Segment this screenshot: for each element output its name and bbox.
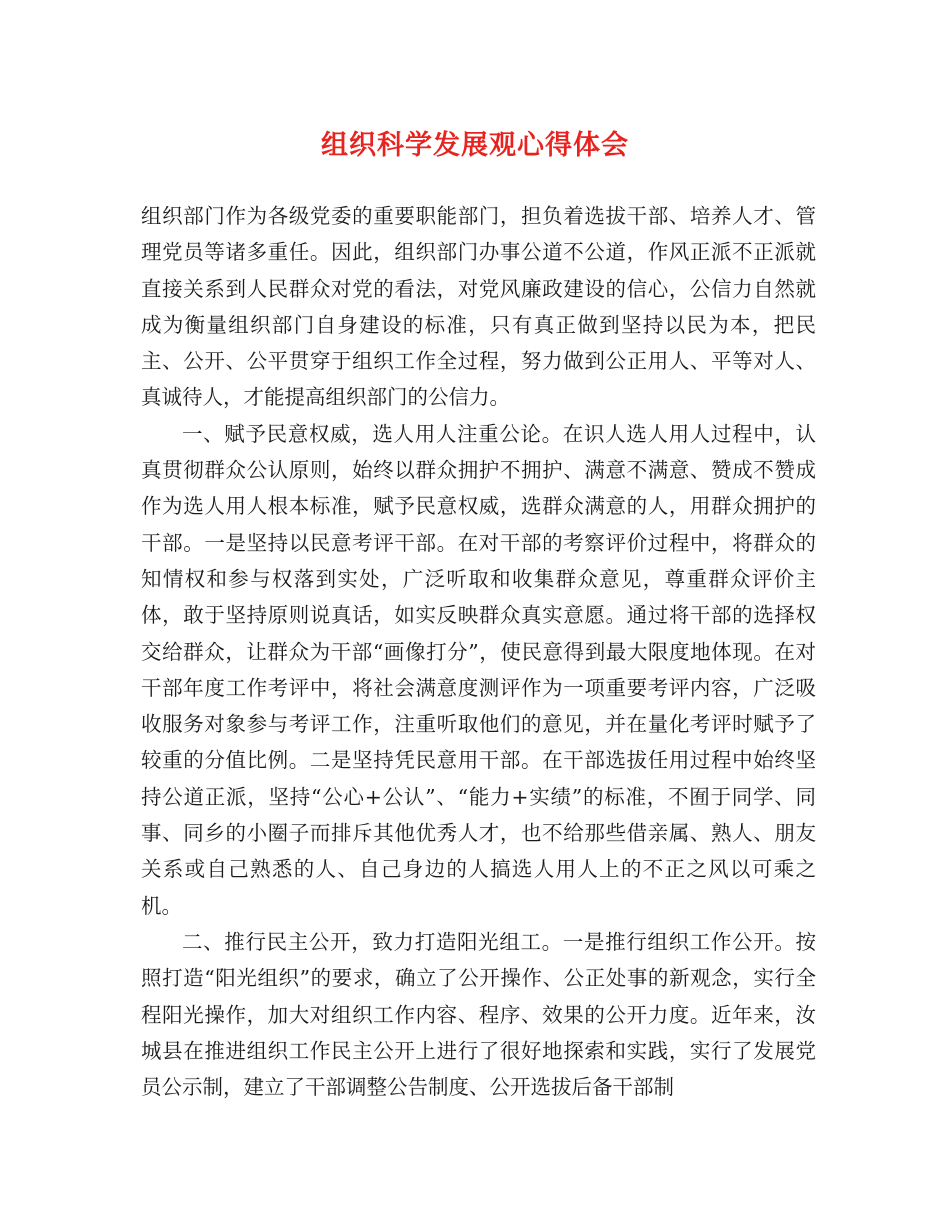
paragraph-section-1: 一、赋予民意权威，选人用人注重公论。在识人选人用人过程中，认真贯彻群众公认原则，始终以群众拥护不拥护、满意不满意、赞成不赞成作为选人用人根本标准，赋予民意权威，选群众满意的人，用群众拥护的干部。一是坚持以民意考评干部。在对干部的考察评价过程中，将群众的知情权和参与权落到实处，广泛听取和收集群众意见，尊重群众评价主体，敢于坚持原则说真话，如实反映群众真实意愿。通过将干部的选择权交给群众，让群众为干部“画像打分”，使民意得到最大限度地体现。在对干部年度工作考评中，将社会满意度测评作为一项重要考评内容，广泛吸收服务对象参与考评工作，注重听取他们的意见，并在量化考评时赋予了较重的分值比例。二是坚持凭民意用干部。在干部选拔任用过程中始终坚持公道正派，坚持“公心+公认”、“能力+实绩”的标准，不囿于同学、同事、同乡的小圈子而排斥其他优秀人才，也不给那些借亲属、熟人、朋友关系或自己熟悉的人、自己身边的人搞选人用人上的不正之风以可乘之机。	[141, 421, 816, 918]
paragraph-intro: 组织部门作为各级党委的重要职能部门，担负着选拔干部、培养人才、管理党员等诸多重任。因此，组织部门办事公道不公道，作风正派不正派就直接关系到人民群众对党的看法，对党风廉政建设的信心，公信力自然就成为衡量组织部门自身建设的标准，只有真正做到坚持以民为本，把民主、公开、公平贯穿于组织工作全过程，努力做到公正用人、平等对人、真诚待人，才能提高组织部门的公信力。	[141, 204, 816, 410]
document-body	[141, 198, 816, 1105]
document-title: 组织科学发展观心得体会	[321, 130, 629, 161]
paragraph-section-2: 二、推行民主公开，致力打造阳光组工。一是推行组织工作公开。按照打造“阳光组织”的要求，确立了公开操作、公正处事的新观念，实行全程阳光操作，加大对组织工作内容、程序、效果的公开力度。近年来，汝城县在推进组织工作民主公开上进行了很好地探索和实践，实行了发展党员公示制，建立了干部调整公告制度、公开选拔后备干部制	[141, 929, 816, 1100]
